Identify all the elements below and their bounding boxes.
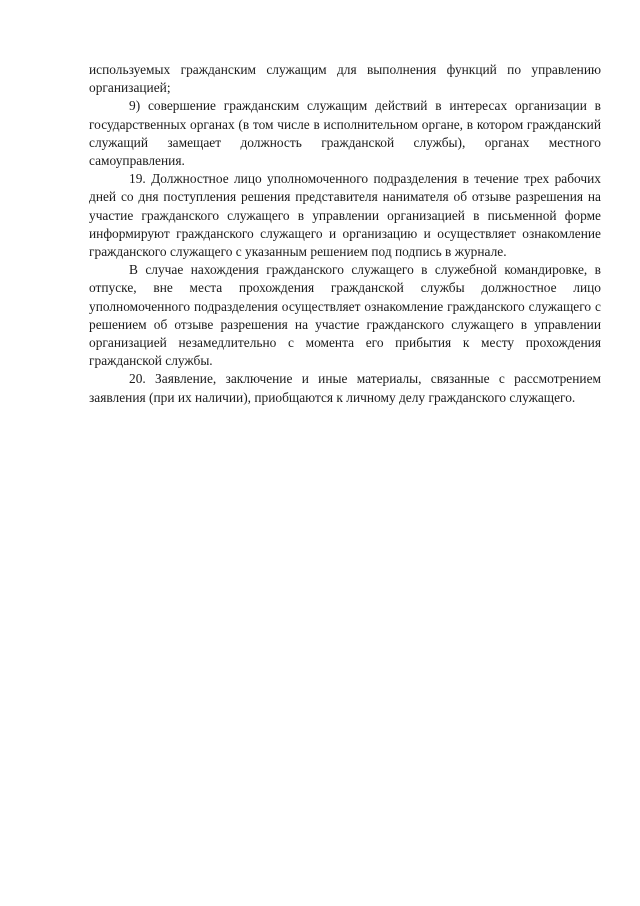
paragraph-item-20: 20. Заявление, заключение и иные материалы, связанные с рассмотрением заявления (при их наличии), приобщаются к личному делу гражданского служащего. [89,371,601,405]
paragraph-continuation: используемых гражданским служащим для выполнения функций по управлению организацией; [89,62,601,96]
paragraph-item-19: 19. Должностное лицо уполномоченного подразделения в течение трех рабочих дней со дня поступления решения представителя нанимателя об отзыве разрешения на участие гражданского служащего в управлении организацией в письменной форме информируют гражданского служащего и организацию и осуществляет ознакомление гражданского служащего с указанным решением под подпись в журнале. [89,171,601,260]
paragraph-business-trip: В случае нахождения гражданского служащего в служебной командировке, в отпуске, вне места прохождения гражданской службы должностное лицо уполномоченного подразделения осуществляет ознакомление гражданского служащего с решением об отзыве разрешения на участие гражданского служащего в управлении организацией незамедлительно с момента его прибытия к месту прохождения гражданской службы. [89,262,601,369]
document-body [89,61,601,407]
paragraph-item-9: 9) совершение гражданским служащим действий в интересах организации в государственных органах (в том числе в исполнительном органе, в котором гражданский служащий замещает должность гражданской службы), органах местного самоуправления. [89,98,601,169]
